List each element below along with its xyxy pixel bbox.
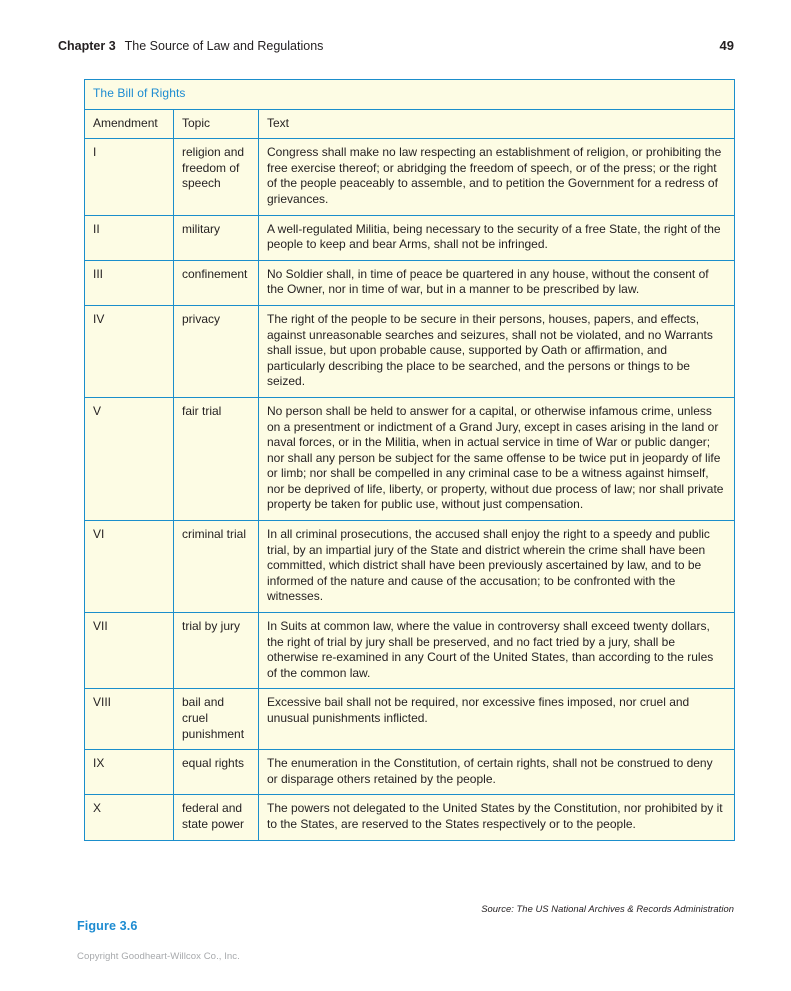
cell-amendment: IV — [85, 305, 174, 397]
figure-caption: Figure 3.6 — [77, 919, 138, 933]
cell-amendment: II — [85, 215, 174, 260]
cell-amendment: III — [85, 260, 174, 305]
table-row — [85, 305, 735, 397]
cell-topic: equal rights — [174, 750, 259, 795]
table-row — [85, 139, 735, 215]
copyright-notice: Copyright Goodheart-Willcox Co., Inc. — [77, 951, 240, 962]
cell-amendment: V — [85, 397, 174, 520]
table-row — [85, 260, 735, 305]
cell-amendment: I — [85, 139, 174, 215]
cell-topic: confinement — [174, 260, 259, 305]
column-header-text: Text — [259, 109, 735, 139]
column-header-amendment: Amendment — [85, 109, 174, 139]
cell-text: A well-regulated Militia, being necessary to the security of a free State, the right of the people to keep and bear Arms, shall not be infringed. — [259, 215, 735, 260]
page-number: 49 — [719, 38, 734, 53]
column-header-topic: Topic — [174, 109, 259, 139]
cell-text: Excessive bail shall not be required, nor excessive fines imposed, nor cruel and unusual punishments inflicted. — [259, 689, 735, 750]
table-row — [85, 521, 735, 613]
table-header-row — [85, 109, 735, 139]
cell-amendment: VIII — [85, 689, 174, 750]
cell-amendment: VII — [85, 613, 174, 689]
cell-text: In all criminal prosecutions, the accused shall enjoy the right to a speedy and public trial, by an impartial jury of the State and district wherein the crime shall have been committed, which district shall have been previously ascertained by law, and to be informed of the nature and cause of the accusation; to be confronted with the witnesses. — [259, 521, 735, 613]
cell-text: Congress shall make no law respecting an establishment of religion, or prohibiting the free exercise thereof; or abridging the freedom of speech, or of the press; or the right of the people peaceably to assemble, and to petition the Government for a redress of grievances. — [259, 139, 735, 215]
cell-text: No Soldier shall, in time of peace be quartered in any house, without the consent of the Owner, nor in time of war, but in a manner to be prescribed by law. — [259, 260, 735, 305]
cell-topic: military — [174, 215, 259, 260]
table-row — [85, 795, 735, 840]
table-title: The Bill of Rights — [85, 80, 735, 110]
table-row — [85, 215, 735, 260]
cell-amendment: IX — [85, 750, 174, 795]
header-chapter-title: The Source of Law and Regulations — [124, 39, 324, 53]
cell-text: In Suits at common law, where the value in controversy shall exceed twenty dollars, the right of trial by jury shall be preserved, and no fact tried by a jury, shall be otherwise re-examined in any Court of the United States, than according to the rules of the common law. — [259, 613, 735, 689]
cell-text: The right of the people to be secure in their persons, houses, papers, and effects, against unreasonable searches and seizures, shall not be violated, and no Warrants shall issue, but upon probable cause, supported by Oath or affirmation, and particularly describing the place to be searched, and the persons or things to be seized. — [259, 305, 735, 397]
cell-text: The powers not delegated to the United States by the Constitution, nor prohibited by it to the States, are reserved to the States respectively or to the people. — [259, 795, 735, 840]
table-row — [85, 750, 735, 795]
cell-text: No person shall be held to answer for a capital, or otherwise infamous crime, unless on a presentment or indictment of a Grand Jury, except in cases arising in the land or naval forces, or in the Militia, when in actual service in time of War or public danger; nor shall any person be subject for the same offense to be twice put in jeopardy of life or limb; nor shall be compelled in any criminal case to be a witness against himself, nor be deprived of life, liberty, or property, without due process of law; nor shall private property be taken for public use, without just compensation. — [259, 397, 735, 520]
cell-topic: religion and freedom of speech — [174, 139, 259, 215]
table-row — [85, 397, 735, 520]
cell-amendment: X — [85, 795, 174, 840]
table-row — [85, 689, 735, 750]
table-title-row — [85, 80, 735, 110]
running-header — [58, 38, 734, 53]
cell-topic: bail and cruel punishment — [174, 689, 259, 750]
cell-topic: federal and state power — [174, 795, 259, 840]
bill-of-rights-figure — [84, 79, 734, 841]
bill-of-rights-table — [84, 79, 735, 841]
table-row — [85, 613, 735, 689]
header-chapter-label: Chapter 3 — [58, 39, 116, 53]
cell-text: The enumeration in the Constitution, of certain rights, shall not be construed to deny or disparage others retained by the people. — [259, 750, 735, 795]
cell-topic: fair trial — [174, 397, 259, 520]
figure-source: Source: The US National Archives & Records Administration — [481, 903, 734, 914]
cell-amendment: VI — [85, 521, 174, 613]
cell-topic: trial by jury — [174, 613, 259, 689]
cell-topic: criminal trial — [174, 521, 259, 613]
cell-topic: privacy — [174, 305, 259, 397]
